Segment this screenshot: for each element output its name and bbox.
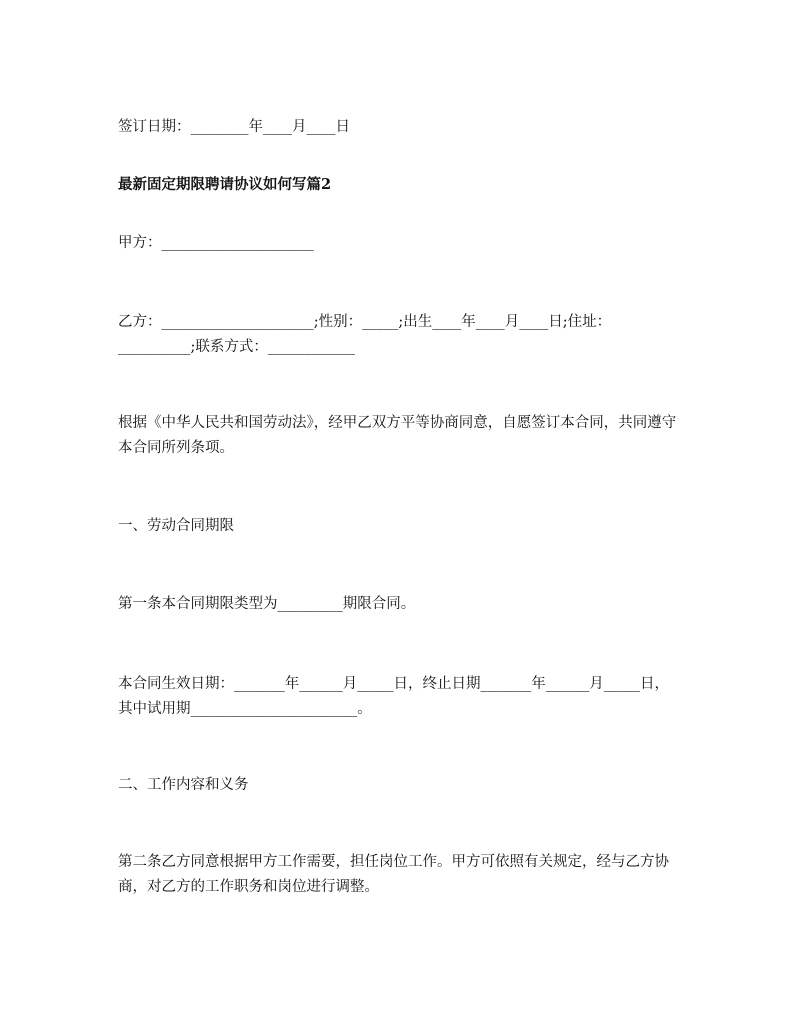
article-2: 第二条乙方同意根据甲方工作需要，担任岗位工作。甲方可依照有关规定，经与乙方协商，对乙方的工作职务和岗位进行调整。 bbox=[118, 854, 669, 895]
preamble-paragraph: 根据《中华人民共和国劳动法》，经甲乙双方平等协商同意，自愿签订本合同，共同遵守本合同所列条项。 bbox=[118, 415, 677, 456]
section-title: 最新固定期限聘请协议如何写篇2 bbox=[118, 176, 332, 193]
party-a-line: 甲方：_____________________ bbox=[118, 235, 314, 251]
party-b-paragraph: 乙方：_____________________;性别：_____;出生____年____月____日;住址：__________;联系方式：____________ bbox=[118, 314, 612, 355]
heading-contract-term: 一、劳动合同期限 bbox=[118, 518, 234, 534]
article-1: 第一条本合同期限类型为_________期限合同。 bbox=[118, 596, 416, 612]
heading-work-content: 二、工作内容和义务 bbox=[118, 777, 249, 793]
effective-date-paragraph: 本合同生效日期：_______年______月_____日，终止日期_______年______月_____日，其中试用期_______________________。 bbox=[118, 676, 669, 717]
signing-date-line: 签订日期：________年____月____日 bbox=[118, 119, 350, 135]
